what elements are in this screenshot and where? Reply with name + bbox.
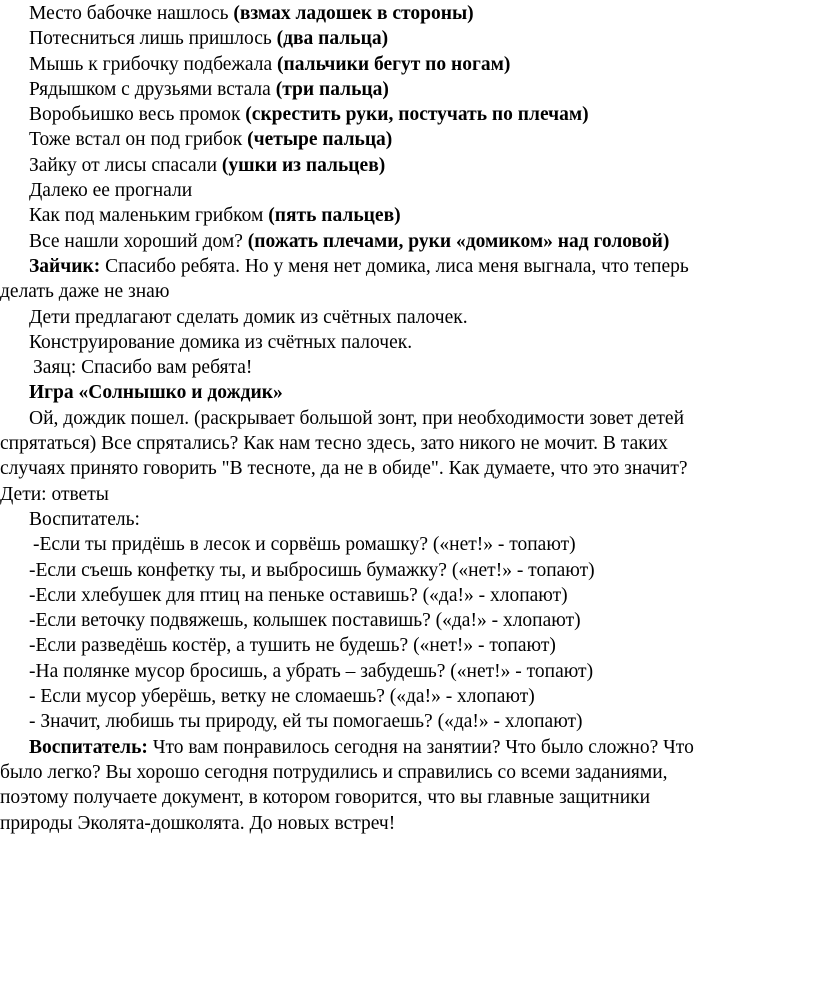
question-line: -Если веточку подвяжешь, колышек поставишь? («да!» - хлопают)	[29, 610, 581, 632]
poem-line: Воробьишко весь промок (скрестить руки, постучать по плечам)	[29, 104, 589, 126]
poem-line: Потесниться лишь пришлось (два пальца)	[29, 28, 389, 50]
poem-line: Рядышком с друзьями встала (три пальца)	[29, 78, 389, 100]
poem-line: Как под маленьким грибком (пять пальцев)	[29, 205, 401, 227]
speaker-label: Зайчик:	[29, 255, 101, 277]
rain-text: Дети: ответы	[0, 483, 109, 505]
question-line: -Если хлебушек для птиц на пеньке оставишь? («да!» - хлопают)	[29, 584, 568, 606]
hare-speech: Зайчик: Спасибо ребята. Но у меня нет домика, лиса меня выгнала, что теперь	[29, 255, 689, 277]
poem-line: Далеко ее прогнали	[29, 180, 193, 202]
question-line: -Если разведёшь костёр, а тушить не будешь? («нет!» - топают)	[29, 635, 556, 657]
poem-line: Место бабочке нашлось (взмах ладошек в стороны)	[29, 3, 474, 24]
hare-thanks: Заяц: Спасибо вам ребята!	[33, 357, 253, 379]
poem-line: Все нашли хороший дом? (пожать плечами, руки «домиком» над головой)	[29, 230, 670, 252]
question-line: - Значит, любишь ты природу, ей ты помогаешь? («да!» - хлопают)	[29, 711, 583, 733]
question-line: -Если ты придёшь в лесок и сорвёшь ромашку? («нет!» - топают)	[33, 534, 576, 556]
hare-speech-cont: делать даже не знаю	[0, 281, 170, 303]
rain-text: спрятаться) Все спрятались? Как нам тесно здесь, зато никого не мочит. В таких	[0, 433, 668, 455]
final-speech-cont: поэтому получаете документ, в котором говорится, что вы главные защитники	[0, 787, 651, 809]
question-line: -На полянке мусор бросишь, а убрать – забудешь? («нет!» - топают)	[29, 660, 594, 682]
construction-note: Конструирование домика из счётных палочек.	[29, 331, 413, 353]
poem-line: Тоже встал он под грибок (четыре пальца)	[29, 129, 393, 151]
kids-offer: Дети предлагают сделать домик из счётных палочек.	[29, 306, 468, 328]
poem-line: Мышь к грибочку подбежала (пальчики бегут по ногам)	[29, 53, 511, 75]
teacher-label: Воспитатель:	[29, 508, 140, 530]
final-speech-cont: природы Эколята-дошколята. До новых встреч!	[0, 812, 396, 834]
final-speech-cont: было легко? Вы хорошо сегодня потрудились и справились со всеми заданиями,	[0, 761, 668, 783]
poem-line: Зайку от лисы спасали (ушки из пальцев)	[29, 154, 386, 176]
speaker-label: Воспитатель:	[29, 736, 148, 758]
document-body	[0, 1, 800, 836]
rain-text: случаях принято говорить "В тесноте, да не в обиде". Как думаете, что это значит?	[0, 458, 688, 480]
rain-text: Ой, дождик пошел. (раскрывает большой зонт, при необходимости зовет детей	[29, 407, 685, 429]
game-title: Игра «Солнышко и дождик»	[29, 382, 283, 404]
question-line: -Если съешь конфетку ты, и выбросишь бумажку? («нет!» - топают)	[29, 559, 595, 581]
final-speech: Воспитатель: Что вам понравилось сегодня на занятии? Что было сложно? Что	[29, 736, 694, 758]
question-line: - Если мусор уберёшь, ветку не сломаешь? («да!» - хлопают)	[29, 686, 535, 708]
